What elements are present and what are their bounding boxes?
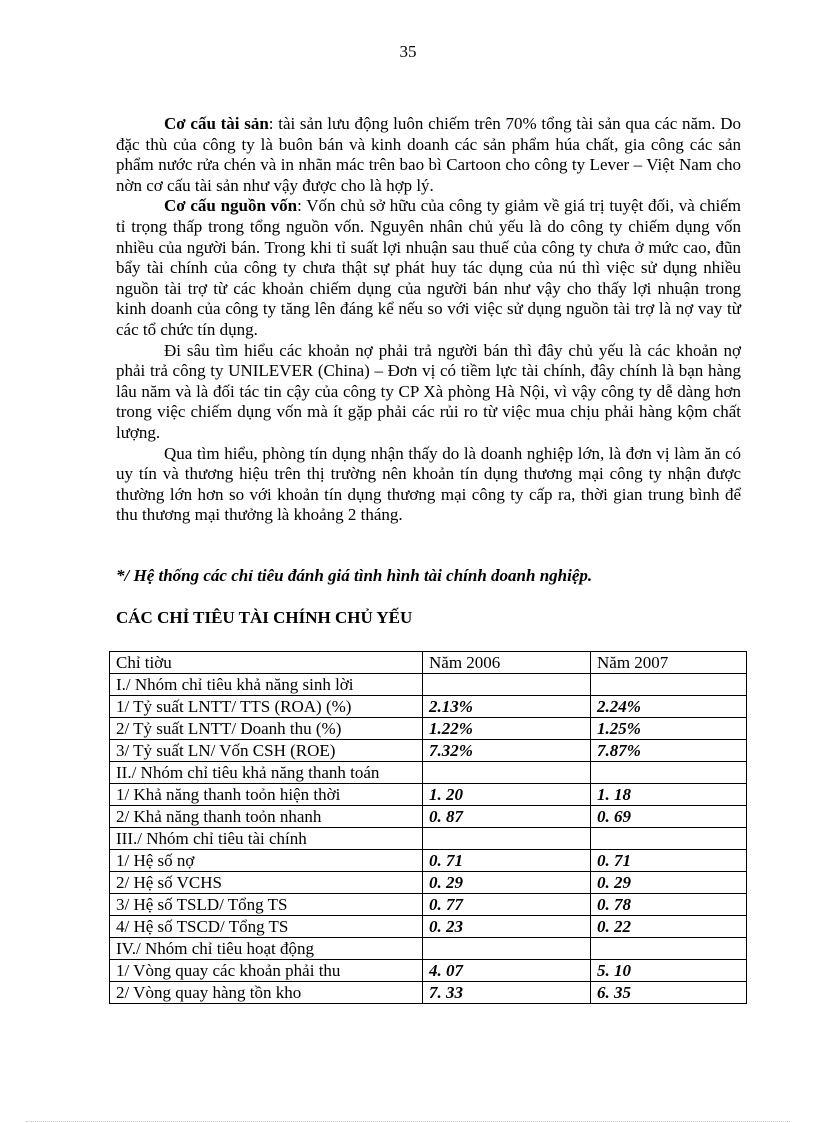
year-2006-cell: [423, 762, 591, 784]
paragraph-credit: [116, 444, 741, 526]
table-row: [110, 784, 747, 806]
header-year-2007: Năm 2007: [591, 652, 747, 674]
table-row: [110, 982, 747, 1004]
year-2007-cell: 6. 35: [591, 982, 747, 1004]
indicator-cell: 1/ Tỷ suất LNTT/ TTS (ROA) (%): [110, 696, 423, 718]
year-2006-cell: 0. 87: [423, 806, 591, 828]
indicator-cell: 2/ Vòng quay hàng tồn kho: [110, 982, 423, 1004]
header-year-2006: Năm 2006: [423, 652, 591, 674]
year-2007-cell: 1.25%: [591, 718, 747, 740]
year-2007-cell: [591, 828, 747, 850]
indicator-cell: 1/ Hệ số nợ: [110, 850, 423, 872]
year-2007-cell: [591, 674, 747, 696]
year-2006-cell: 1. 20: [423, 784, 591, 806]
year-2007-cell: 1. 18: [591, 784, 747, 806]
table-row: [110, 872, 747, 894]
year-2006-cell: 0. 29: [423, 872, 591, 894]
year-2007-cell: 0. 78: [591, 894, 747, 916]
year-2007-cell: 5. 10: [591, 960, 747, 982]
table-row: [110, 674, 747, 696]
year-2006-cell: 0. 71: [423, 850, 591, 872]
table-row: [110, 894, 747, 916]
year-2006-cell: 4. 07: [423, 960, 591, 982]
body-text: [116, 114, 741, 526]
year-2006-cell: [423, 674, 591, 696]
indicator-cell: 2/ Khả năng thanh toỏn nhanh: [110, 806, 423, 828]
indicator-cell: IV./ Nhóm chỉ tiêu hoạt động: [110, 938, 423, 960]
page-bottom-divider: [26, 1121, 790, 1122]
year-2006-cell: 2.13%: [423, 696, 591, 718]
year-2006-cell: 0. 23: [423, 916, 591, 938]
table-row: [110, 916, 747, 938]
paragraph-text: Đi sâu tìm hiểu các khoản nợ phải trả người bán thì đây chủ yếu là các khoản nợ phải trả công ty UNILEVER (China) – Đơn vị có tiềm lực tài chính, đây chính là bạn hàng lâu năm và là đối tác tin cậy của công ty CP Xà phòng Hà Nội, vì vậy công ty dễ dàng hơn trong việc chiếm dụng vốn mà ít gặp phải các rủi ro từ việc mua chịu phải hàng kộm chất lượng.: [116, 340, 741, 442]
year-2006-cell: [423, 828, 591, 850]
paragraph-payables: [116, 341, 741, 444]
paragraph-lead: Cơ cấu nguồn vốn: [164, 196, 298, 216]
year-2007-cell: 0. 22: [591, 916, 747, 938]
year-2007-cell: 7.87%: [591, 740, 747, 762]
table-row: [110, 828, 747, 850]
table-row: [110, 696, 747, 718]
indicator-cell: 2/ Hệ số VCHS: [110, 872, 423, 894]
year-2006-cell: [423, 938, 591, 960]
indicator-cell: 3/ Tỷ suất LN/ Vốn CSH (ROE): [110, 740, 423, 762]
table-row: [110, 718, 747, 740]
indicator-cell: 1/ Khả năng thanh toỏn hiện thời: [110, 784, 423, 806]
financial-indicators-table: [109, 651, 747, 1004]
year-2007-cell: [591, 762, 747, 784]
paragraph-lead: Cơ cấu tài sản: [164, 114, 269, 133]
page-number: 35: [399, 42, 417, 61]
table-row: [110, 806, 747, 828]
table-title: CÁC CHỈ TIÊU TÀI CHÍNH CHỦ YẾU: [116, 608, 413, 627]
table-row: [110, 740, 747, 762]
table-body: [110, 652, 747, 1004]
indicator-cell: 1/ Vòng quay các khoản phải thu: [110, 960, 423, 982]
year-2007-cell: 2.24%: [591, 696, 747, 718]
header-indicator: Chỉ tiờu: [110, 652, 423, 674]
indicator-cell: I./ Nhóm chỉ tiêu khả năng sinh lời: [110, 674, 423, 696]
year-2006-cell: 7.32%: [423, 740, 591, 762]
indicator-cell: 2/ Tỷ suất LNTT/ Doanh thu (%): [110, 718, 423, 740]
paragraph-text: Qua tìm hiểu, phòng tín dụng nhận thấy do là doanh nghiệp lớn, là đơn vị làm ăn có uy tín và thương hiệu trên thị trường nên khoản tín dụng thương mại công ty nhận được thường lớn hơn so với khoản tín dụng thương mại công ty cấp ra, thời gian trung bình để thu thương mại thưởng là khoảng 2 tháng.: [116, 443, 741, 525]
year-2007-cell: 0. 29: [591, 872, 747, 894]
indicator-cell: III./ Nhóm chỉ tiêu tài chính: [110, 828, 423, 850]
table-row: [110, 960, 747, 982]
table-row: [110, 938, 747, 960]
paragraph-text: : Vốn chủ sở hữu của công ty giảm về giá trị tuyệt đối, và chiếm tỉ trọng thấp trong tổng nguồn vốn. Nguyên nhân chủ yếu là do công ty chiếm dụng vốn nhiều của người bán. Trong khi tỉ suất lợi nhuận sau thuế của công ty chưa ở mức cao, đũn bẩy tài chính của công ty chưa thật sự phát huy tác dụng của nú thì việc sử dụng nhiều nguồn tài trợ từ các khoản chiếm dụng của người bán như vậy cho thấy lợi nhuận trong kinh doanh của công ty tăng lên đáng kể nếu so với việc sử dụng nguồn tài trợ là nợ vay từ các tổ chức tín dụng.: [116, 196, 741, 339]
indicator-cell: 4/ Hệ số TSCD/ Tổng TS: [110, 916, 423, 938]
indicator-cell: 3/ Hệ số TSLD/ Tổng TS: [110, 894, 423, 916]
paragraph-text: : tài sản lưu động luôn chiếm trên 70% tổng tài sản qua các năm. Do đặc thù của công ty là buôn bán và kinh doanh các sản phẩm húa chất, gia công các sản phẩm nước rửa chén và in nhãn mác trên bao bì Cartoon cho công ty Lever – Việt Nam cho nờn cơ cấu tài sản như vậy được cho là hợp lý.: [116, 114, 741, 195]
year-2006-cell: 0. 77: [423, 894, 591, 916]
table-header-row: [110, 652, 747, 674]
table-row: [110, 762, 747, 784]
year-2007-cell: [591, 938, 747, 960]
paragraph-asset-structure: [116, 114, 741, 196]
section-heading: */ Hệ thống các chỉ tiêu đánh giá tình hình tài chính doanh nghiệp.: [116, 566, 593, 585]
year-2006-cell: 1.22%: [423, 718, 591, 740]
year-2007-cell: 0. 69: [591, 806, 747, 828]
year-2006-cell: 7. 33: [423, 982, 591, 1004]
table-row: [110, 850, 747, 872]
year-2007-cell: 0. 71: [591, 850, 747, 872]
indicator-cell: II./ Nhóm chỉ tiêu khả năng thanh toán: [110, 762, 423, 784]
paragraph-capital-structure: [116, 196, 741, 340]
